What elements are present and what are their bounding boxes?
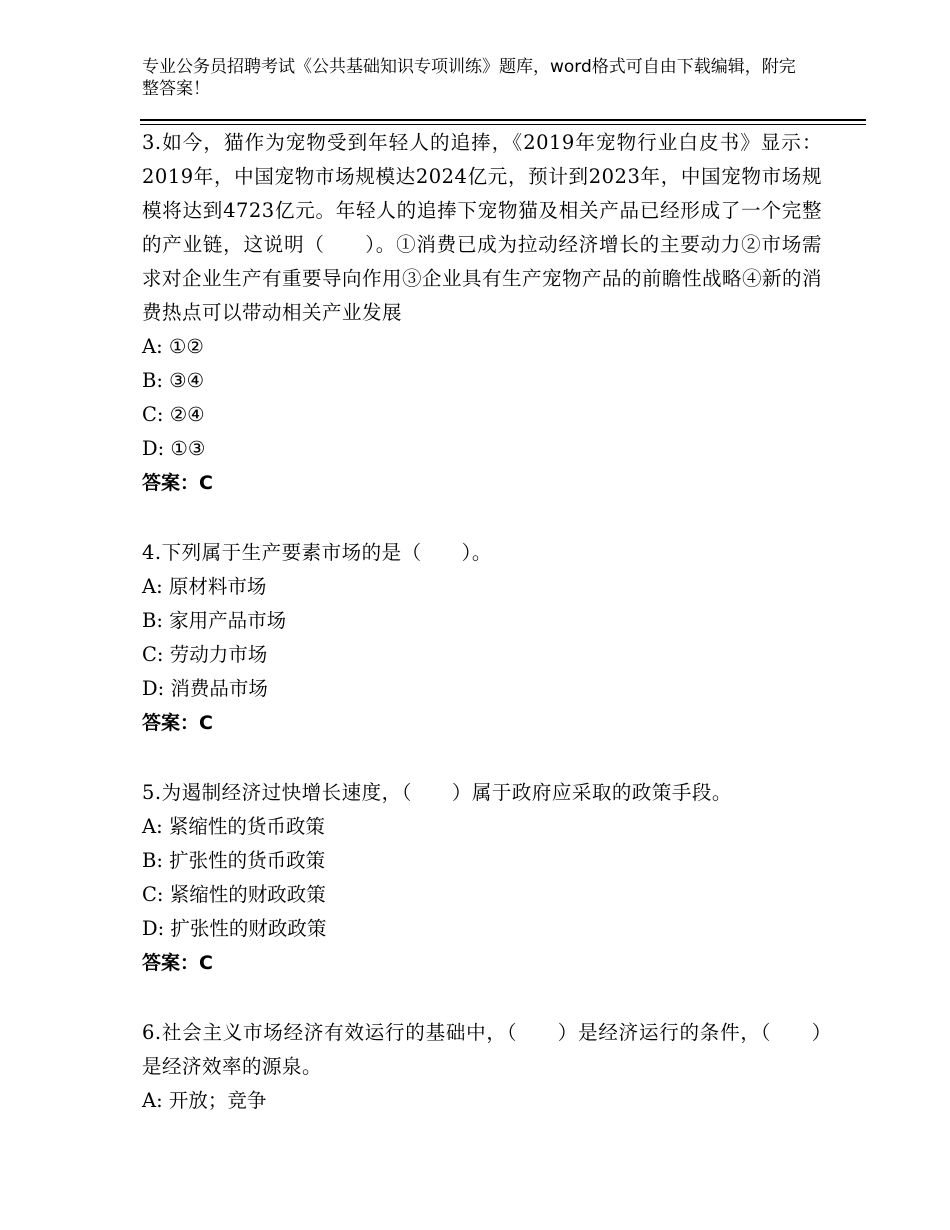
option-d: D: ①③ [142, 437, 206, 460]
option-a: A: ①② [142, 335, 204, 358]
option-c: C: 劳动力市场 [142, 643, 268, 666]
spacer [142, 500, 822, 536]
question-list [142, 126, 822, 1118]
answer-line: 答案：C [142, 472, 213, 494]
spacer [142, 740, 822, 776]
option-c: C: ②④ [142, 403, 205, 426]
question-stem: 4.下列属于生产要素市场的是（ ）。 [142, 541, 492, 564]
document-header: 专业公务员招聘考试《公共基础知识专项训练》题库，word格式可自由下载编辑，附完整答案！ [142, 57, 796, 99]
option-a: A: 紧缩性的货币政策 [142, 815, 325, 838]
option-a: A: 原材料市场 [142, 575, 267, 598]
option-a: A: 开放；竞争 [142, 1089, 267, 1112]
option-b: B: ③④ [142, 369, 205, 392]
option-c: C: 紧缩性的财政政策 [142, 883, 326, 906]
question-stem: 6.社会主义市场经济有效运行的基础中，（ ）是经济运行的条件，（ ）是经济效率的源泉。 [142, 1021, 822, 1078]
answer-line: 答案：C [142, 712, 213, 734]
option-d: D: 扩张性的财政政策 [142, 917, 327, 940]
question-6 [142, 1016, 822, 1118]
header-divider-thick [140, 119, 866, 121]
question-stem: 5.为遏制经济过快增长速度，（ ）属于政府应采取的政策手段。 [142, 781, 732, 804]
question-3 [142, 126, 822, 500]
question-5 [142, 776, 822, 980]
question-4 [142, 536, 822, 740]
option-b: B: 家用产品市场 [142, 609, 287, 632]
answer-line: 答案：C [142, 952, 213, 974]
option-b: B: 扩张性的货币政策 [142, 849, 326, 872]
header-divider-thin [140, 124, 866, 125]
spacer [142, 980, 822, 1016]
question-stem: 3.如今，猫作为宠物受到年轻人的追捧，《2019年宠物行业白皮书》显示：2019年，中国宠物市场规模达2024亿元，预计到2023年，中国宠物市场规模将达到4723亿元。年轻人的追捧下宠物猫及相关产品已经形成了一个完整的产业链，这说明（ ）。①消费已成为拉动经济增长的主要动力②市场需求对企业生产有重要导向作用③企业具有生产宠物产品的前瞻性战略④新的消费热点可以带动相关产业发展 [142, 131, 823, 324]
option-d: D: 消费品市场 [142, 677, 268, 700]
